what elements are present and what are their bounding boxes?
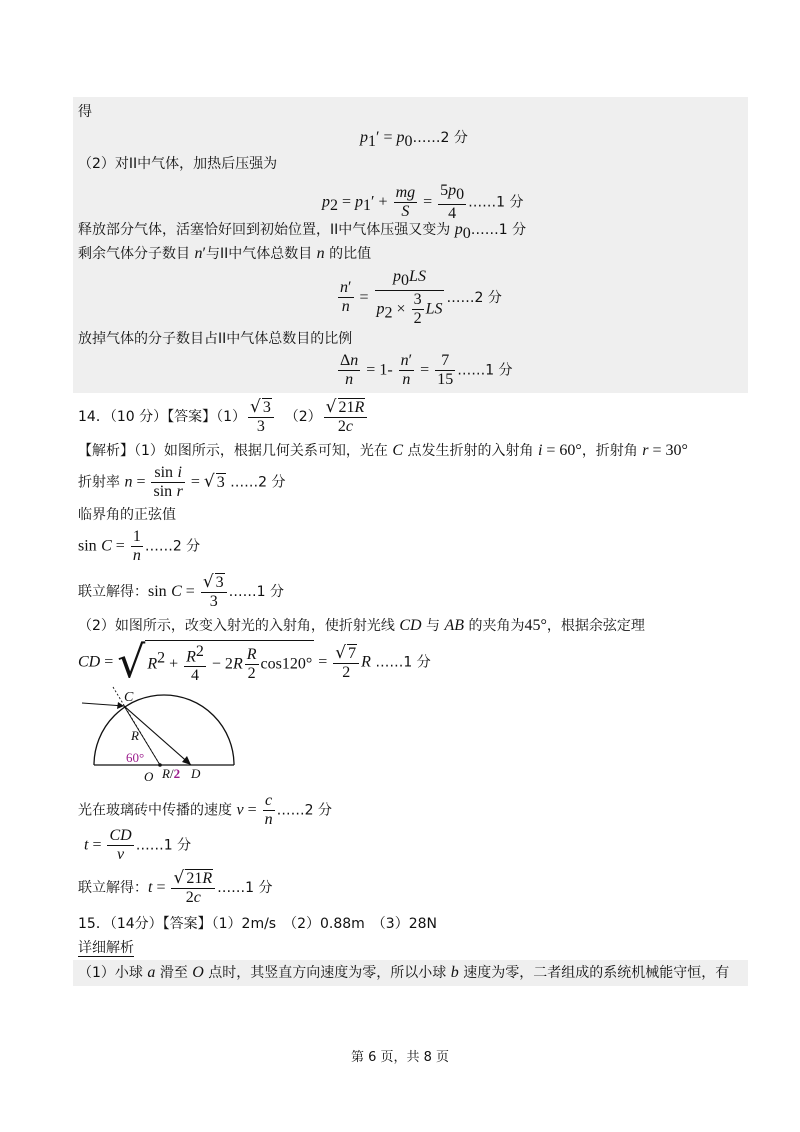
equation-p1-prime: $p_1'$ = $p_0\dots\dots 2$ 分 xyxy=(360,129,468,150)
label-o: O xyxy=(144,769,154,784)
q15-answer: 15．（14分）【答案】（1）2m/s （2）0.88m （3）28N xyxy=(78,916,438,932)
equation-delta-n: $\frac{\Delta n}{n}$ = 1- $\frac{n'}{n}$ = $\frac{7}{15}$ ……1 分 xyxy=(340,352,513,388)
equation-sinC: sin C = $\frac{1}{n}$ ……2 分 xyxy=(78,528,201,564)
refracted-arrow xyxy=(182,756,191,765)
label-r-half: R/2 xyxy=(162,766,181,781)
equation-time-result: 联立解得：t = $\frac{√ 21R}{2c}$ ……1 分 xyxy=(78,868,273,906)
detail-heading: 详细解析 xyxy=(78,940,134,956)
text-part2-heading: （2）对II中气体，加热后压强为 xyxy=(78,156,278,172)
label-angle: 60° xyxy=(126,750,145,765)
equation-n-ratio: $\frac{n'}{n}$ = $p_0LS$ $p_2$ × $\frac{3}{2}$ LS ……2 分 xyxy=(340,268,502,327)
q14-answer: 14．（10 分）【答案】（1） $\frac{√ 3}{3}$ （2） $\frac{√ 21R}{2c}$ xyxy=(78,398,369,436)
equation-refractive-index: 折射率 n = $\frac{\text{sin i}}{\text{sin r}}$ = √ 3 ……2 分 xyxy=(78,464,286,500)
label-r: R xyxy=(131,728,139,743)
label-c: C xyxy=(124,690,134,705)
page-footer: 第 6 页，共 8 页 xyxy=(350,1050,450,1065)
q14-analysis-1: 【解析】（1）如图所示，根据几何关系可知，光在 C 点发生折射的入射角 i = 60°，折射角 r = 30° xyxy=(78,442,688,459)
text-released-ratio: 放掉气体的分子数目占II中气体总数目的比例 xyxy=(78,331,353,347)
text-remaining-ratio: 剩余气体分子数目 n′与II中气体总数目 n 的比值 xyxy=(78,245,372,262)
q14-analysis-2: （2）如图所示，改变入射光的入射角，使折射光线 CD 与 AB 的夹角为45°，根据余弦定理 xyxy=(78,617,645,634)
text-release-gas: 释放部分气体，活塞恰好回到初始位置，II中气体压强又变为 $p_0\dots\dots 1$ 分 xyxy=(78,221,527,242)
equation-time: t = $\frac{CD}{v}$ ……1 分 xyxy=(84,827,192,863)
text-de: 得 xyxy=(78,104,92,120)
text-critical-angle: 临界角的正弦值 xyxy=(78,507,176,523)
equation-cd-length: CD = √ $R^2$ + $\frac{R^2}{4}$ − 2R $\frac{R}{2}$ cos120° = $\frac{√ 7}{2}$ R ……1 分 xyxy=(78,637,431,688)
q15-analysis-1: （1）小球 a 滑至 O 点时，其竖直方向速度为零，所以小球 b 速度为零，二者组成的系统机械能守恒，有 xyxy=(78,964,730,981)
semicircle-figure xyxy=(78,685,248,785)
label-d: D xyxy=(191,766,201,781)
equation-sinC-result: 联立解得：sin C = $\frac{√ 3}{3}$ ……1 分 xyxy=(78,572,285,610)
equation-velocity: 光在玻璃砖中传播的速度 v = $\frac{c}{n}$ ……2 分 xyxy=(78,792,332,828)
equation-p2: $p_2 = p_1'$ + $\frac{mg}{S}$ = $\frac{5p_0}{4}$ ……1 分 xyxy=(322,182,524,222)
